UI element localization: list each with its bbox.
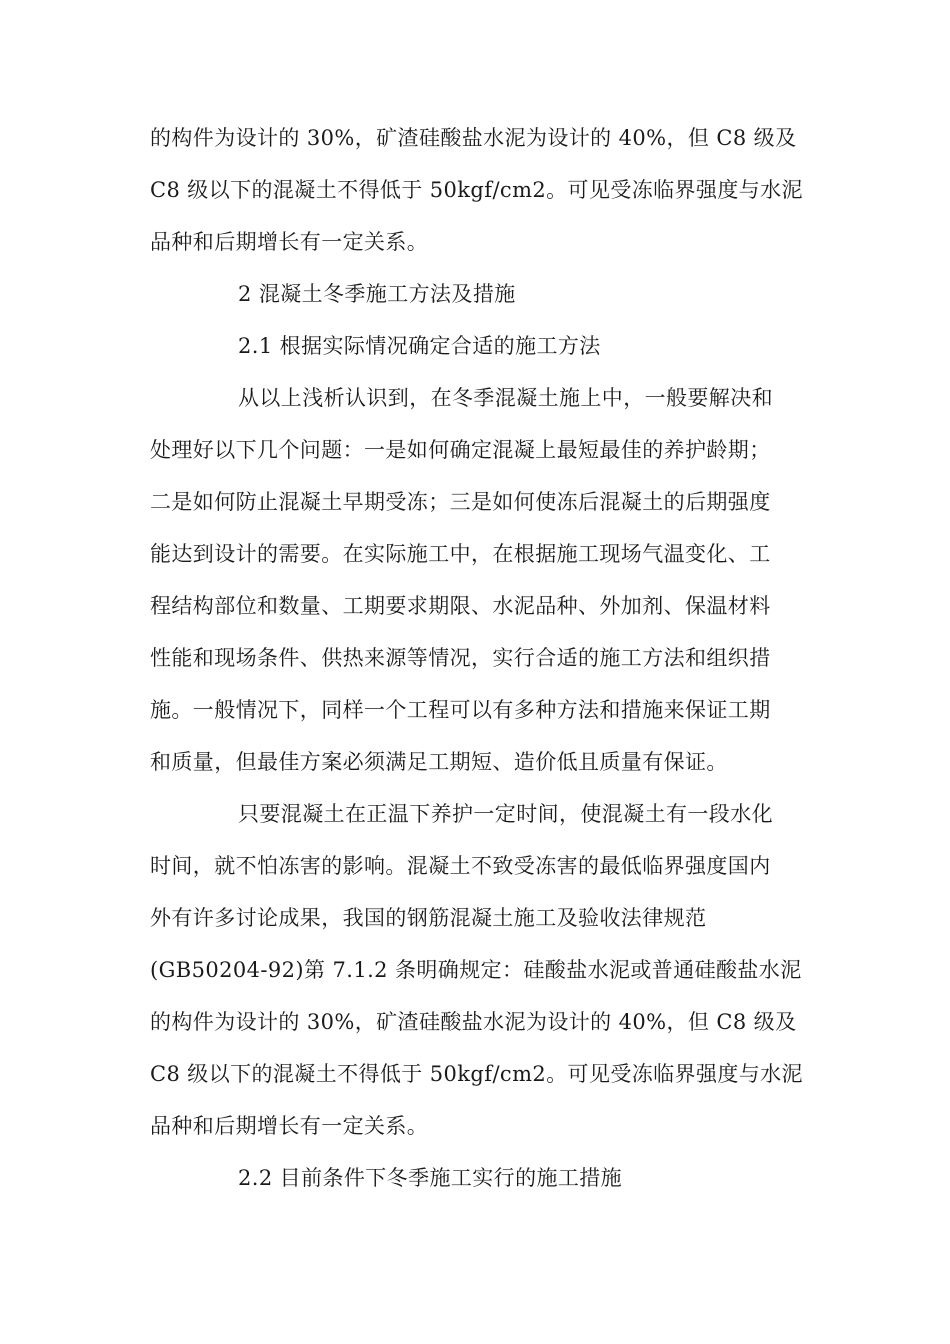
paragraph-line: C8 级以下的混凝土不得低于 50kgf/cm2。可见受冻临界强度与水泥 (150, 1062, 803, 1086)
paragraph-line: 施。一般情况下，同样一个工程可以有多种方法和措施来保证工期 (150, 698, 771, 722)
paragraph-line: 的构件为设计的 30%，矿渣硅酸盐水泥为设计的 40%，但 C8 级及 (150, 1010, 797, 1034)
subsection-heading: 2.1 根据实际情况确定合适的施工方法 (238, 334, 601, 358)
paragraph-line: 品种和后期增长有一定关系。 (150, 230, 429, 254)
paragraph-line: (GB50204-92)第 7.1.2 条明确规定：硅酸盐水泥或普通硅酸盐水泥 (150, 958, 802, 982)
paragraph-line: 能达到设计的需要。在实际施工中，在根据施工现场气温变化、工 (150, 542, 771, 566)
subsection-heading: 2.2 目前条件下冬季施工实行的施工措施 (238, 1166, 623, 1190)
paragraph-line: 从以上浅析认识到，在冬季混凝土施上中，一般要解决和 (238, 386, 773, 410)
paragraph-line: 性能和现场条件、供热来源等情况，实行合适的施工方法和组织措 (150, 646, 771, 670)
paragraph-line: 二是如何防止混凝土早期受冻；三是如何使冻后混凝土的后期强度 (150, 490, 771, 514)
paragraph-line: 品种和后期增长有一定关系。 (150, 1114, 429, 1138)
paragraph-line: 和质量，但最佳方案必须满足工期短、造价低且质量有保证。 (150, 750, 728, 774)
paragraph-line: 只要混凝土在正温下养护一定时间，使混凝土有一段水化 (238, 802, 773, 826)
paragraph-line: 外有许多讨论成果，我国的钢筋混凝土施工及验收法律规范 (150, 906, 707, 930)
paragraph-line: C8 级以下的混凝土不得低于 50kgf/cm2。可见受冻临界强度与水泥 (150, 178, 803, 202)
paragraph-line: 的构件为设计的 30%，矿渣硅酸盐水泥为设计的 40%，但 C8 级及 (150, 126, 797, 150)
paragraph-line: 程结构部位和数量、工期要求期限、水泥品种、外加剂、保温材料 (150, 594, 771, 618)
paragraph-line: 处理好以下几个问题：一是如何确定混凝上最短最佳的养护龄期； (150, 438, 771, 462)
paragraph-line: 时间，就不怕冻害的影响。混凝土不致受冻害的最低临界强度国内 (150, 854, 771, 878)
section-heading: 2 混凝土冬季施工方法及措施 (238, 282, 516, 306)
